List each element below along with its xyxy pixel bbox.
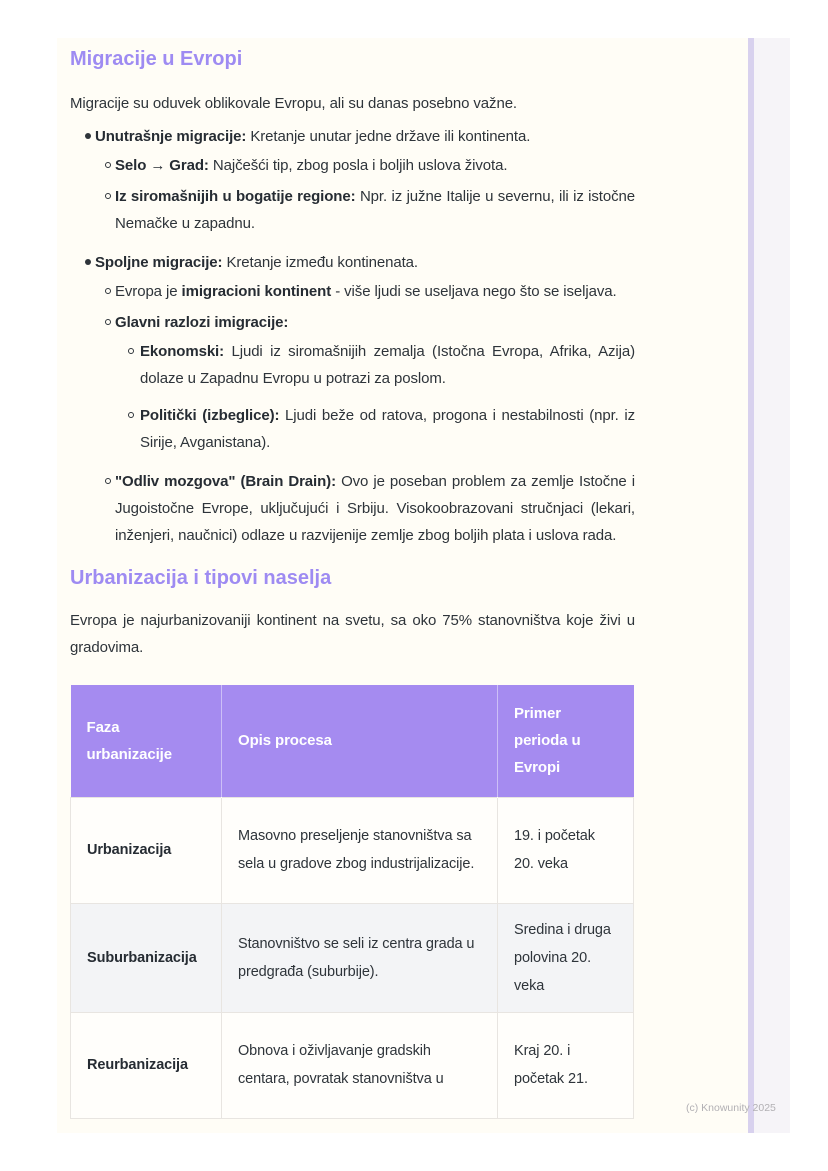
circle-bullet-icon [105, 193, 111, 199]
table-row-urbanizacija [71, 797, 634, 903]
urbanization-paragraph: Evropa je najurbanizovaniji kontinent na svetu, sa oko 75% stanovništva koje živi u gradovima. [70, 612, 635, 656]
list-item-selo-grad [70, 152, 635, 179]
table-header-opis: Opis procesa [222, 685, 498, 797]
circle-bullet-icon [105, 162, 111, 168]
intro-paragraph: Migracije su oduvek oblikovale Evropu, ali su danas posebno važne. [70, 95, 518, 112]
circle-bullet-icon [128, 412, 134, 418]
list-item-text: Ekonomski: Ljudi iz siromašnijih zemalja (Istočna Evropa, Afrika, Azija) dolaze u Zapadnu Evropu u potrazi za poslom. [140, 343, 635, 387]
bullet-icon [85, 133, 91, 139]
list-item-text: Iz siromašnijih u bogatije regione: Npr. iz južne Italije u severnu, ili iz istočne Nemačke u zapadnu. [115, 188, 635, 232]
list-item-text: Selo → Grad: Najčešći tip, zbog posla i boljih uslova života. [115, 157, 508, 174]
list-item-glavni-razlozi [70, 309, 635, 336]
table-header-primer: Primer perioda u Evropi [498, 685, 634, 797]
cell-desc: Masovno preseljenje stanovništva sa sela u gradove zbog industrijalizacije. [222, 797, 498, 903]
list-item-regioni [70, 183, 635, 237]
list-item-text: Glavni razlozi imigracije: [115, 314, 289, 331]
cell-phase: Suburbanizacija [71, 903, 222, 1012]
section-heading-urbanizacija: Urbanizacija i tipovi naselja [70, 567, 332, 589]
table-header-row [71, 685, 634, 797]
table-header-faza: Faza urbanizacije [71, 685, 222, 797]
list-item-text: "Odliv mozgova" (Brain Drain): Ovo je poseban problem za zemlje Istočne i Jugoistočne Evrope, uključujući i Srbiju. Visokoobrazovani stručnjaci (lekari, inženjeri, naučnici) odlaze u razvijenije zemlje zbog boljih plata i uslova rada. [115, 473, 635, 544]
section-heading-migracije: Migracije u Evropi [70, 48, 243, 70]
table-row-suburbanizacija [71, 903, 634, 1012]
list-item-unutrasnje [70, 123, 635, 150]
circle-bullet-icon [105, 319, 111, 325]
cell-desc: Stanovništvo se seli iz centra grada u predgrađa (suburbije). [222, 903, 498, 1012]
table-row-reurbanizacija [71, 1012, 634, 1118]
list-item-text: Evropa je imigracioni kontinent - više ljudi se useljava nego što se iseljava. [115, 283, 617, 300]
cell-period: Sredina i druga polovina 20. veka [498, 903, 634, 1012]
cell-phase: Urbanizacija [71, 797, 222, 903]
circle-bullet-icon [105, 288, 111, 294]
document-page [57, 38, 748, 1133]
list-item-text: Unutrašnje migracije: Kretanje unutar jedne države ili kontinenta. [95, 128, 531, 145]
list-item-politicki [70, 402, 635, 456]
list-item-evropa-imigracioni [70, 278, 635, 305]
cell-desc: Obnova i oživljavanje gradskih centara, povratak stanovništva u [222, 1012, 498, 1118]
list-item-odliv-mozgova [70, 468, 635, 549]
circle-bullet-icon [128, 348, 134, 354]
list-item-text: Politički (izbeglice): Ljudi beže od ratova, progona i nestabilnosti (npr. iz Sirije, Avganistana). [140, 407, 635, 451]
cell-period: Kraj 20. i početak 21. [498, 1012, 634, 1118]
bullet-icon [85, 259, 91, 265]
cell-period: 19. i početak 20. veka [498, 797, 634, 903]
cell-phase: Reurbanizacija [71, 1012, 222, 1118]
list-item-ekonomski [70, 338, 635, 392]
right-margin-strip [754, 38, 790, 1133]
urbanization-table [70, 685, 634, 1119]
list-item-text: Spoljne migracije: Kretanje između kontinenata. [95, 254, 418, 271]
circle-bullet-icon [105, 478, 111, 484]
watermark: (c) Knowunity 2025 [686, 1102, 776, 1114]
list-item-spoljne [70, 249, 635, 276]
